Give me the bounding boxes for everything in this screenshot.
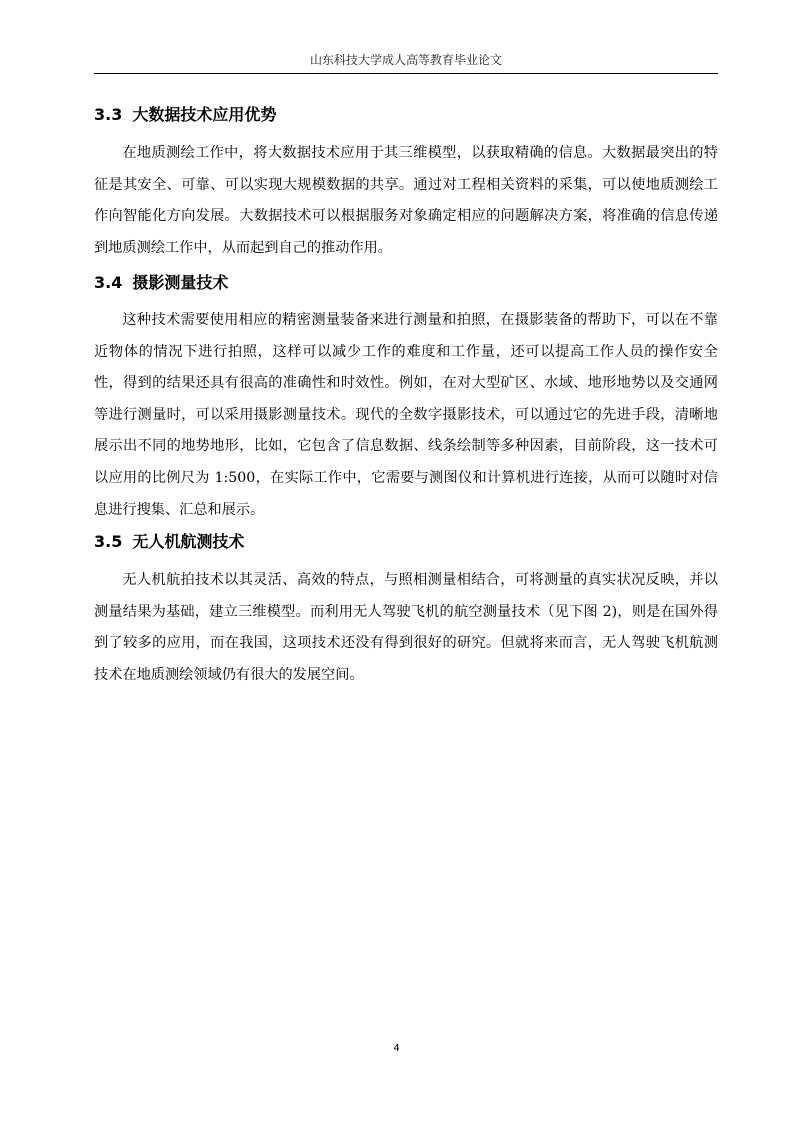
section-title: 无人机航测技术	[132, 532, 245, 551]
section-heading-3-5	[94, 531, 718, 553]
section-title: 摄影测量技术	[132, 273, 229, 292]
page-number: 4	[393, 1043, 400, 1054]
running-header: 山东科技大学成人高等教育毕业论文	[309, 53, 502, 67]
section-title: 大数据技术应用优势	[132, 105, 277, 124]
section-paragraph: 这种技术需要使用相应的精密测量装备来进行测量和拍照，在摄影装备的帮助下，可以在不靠近物体的情况下进行拍照，这样可以减少工作的难度和工作量，还可以提高工作人员的操作安全性，得到的结果还具有很高的准确性和时效性。例如，在对大型矿区、水域、地形地势以及交通网等进行测量时，可以采用摄影测量技术。现代的全数字摄影技术，可以通过它的先进手段，清晰地展示出不同的地势地形，比如，它包含了信息数据、线条绘制等多种因素，目前阶段，这一技术可以应用的比例尺为 1:500，在实际工作中，它需要与测图仪和计算机进行连接，从而可以随时对信息进行搜集、汇总和展示。	[94, 312, 718, 518]
section-heading-3-3	[94, 104, 718, 126]
section-paragraph: 在地质测绘工作中，将大数据技术应用于其三维模型，以获取精确的信息。大数据最突出的特征是其安全、可靠、可以实现大规模数据的共享。通过对工程相关资料的采集，可以使地质测绘工作向智能化方向发展。大数据技术可以根据服务对象确定相应的问题解决方案，将准确的信息传递到地质测绘工作中，从而起到自己的推动作用。	[94, 145, 718, 256]
section-number: 3.4	[94, 273, 123, 292]
section-paragraph: 无人机航拍技术以其灵活、高效的特点，与照相测量相结合，可将测量的真实状况反映，并以测量结果为基础，建立三维模型。而利用无人驾驶飞机的航空测量技术（见下图 2)，则是在国外得到了较多的应用，而在我国，这项技术还没有得到很好的研究。但就将来而言，无人驾驶飞机航测技术在地质测绘领域仍有很大的发展空间。	[94, 572, 718, 683]
header-rule	[94, 73, 718, 74]
section-number: 3.5	[94, 532, 123, 551]
section-heading-3-4	[94, 272, 718, 294]
section-number: 3.3	[94, 105, 123, 124]
